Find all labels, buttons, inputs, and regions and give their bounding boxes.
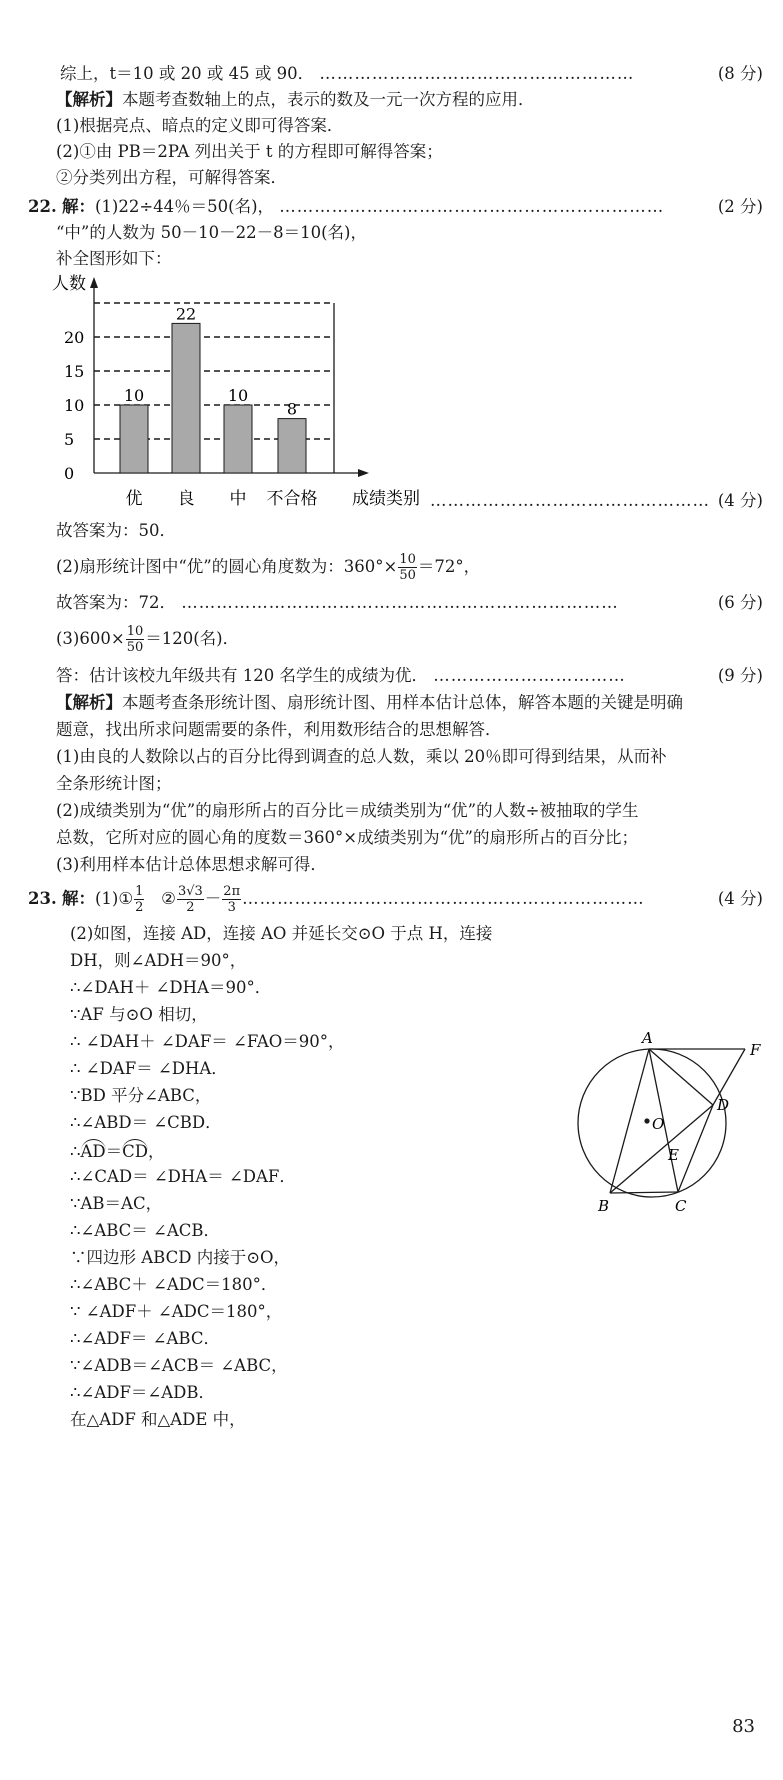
segment-cd (678, 1105, 713, 1192)
data-label: 10 (227, 386, 249, 405)
label-d: D (717, 1096, 730, 1114)
text-line: (2)①由 PB＝2PA 列出关于 t 的方程即可解得答案； (56, 142, 443, 161)
text-line: “中”的人数为 50－10－22－8＝10(名)， (56, 223, 367, 242)
proof-line: ∴∠ABC＋ ∠ADC＝180°． (70, 1275, 278, 1294)
x-axis-label: 成绩类别 (352, 489, 420, 509)
bar-chart (50, 268, 450, 513)
proof-line: ∴ ∠DAH＋ ∠DAF＝ ∠FAO＝90°， (70, 1032, 345, 1051)
solution-tag: 解： (61, 197, 95, 216)
center-point (644, 1118, 649, 1123)
bar (120, 405, 148, 473)
proof-line: ∴∠ABC＝ ∠ACB． (70, 1221, 221, 1240)
page-number: 83 (732, 1716, 755, 1737)
text-line: 补全图形如下： (56, 249, 172, 268)
y-axis-label: 人数 (52, 274, 86, 294)
score-label: (4 分) (717, 889, 763, 908)
geometry-figure (565, 1025, 775, 1225)
category-label: 优 (125, 489, 143, 509)
proof-line: ∵BD 平分∠ABC， (70, 1086, 212, 1105)
text-line: 答：估计该校九年级共有 120 名学生的成绩为优． …………………………… (56, 666, 626, 685)
q23-line: 23. 解：(1)① $\frac{1}{2}$ ② $\frac{3√3}{2}$ － $\frac{2\pi}{3}$ …………………………………………………………… (28, 884, 645, 915)
proof-line: ∴∠ABD＝ ∠CBD． (70, 1113, 222, 1132)
proof-line: DH，则∠ADH＝90°， (70, 951, 247, 970)
bar (278, 419, 306, 473)
y-tick-label: 10 (64, 396, 85, 415)
solution-tag: 解： (61, 889, 95, 908)
proof-line: ∵AF 与⊙O 相切， (70, 1005, 208, 1024)
proof-line: ∴∠CAD＝ ∠DHA＝ ∠DAF． (70, 1167, 296, 1186)
fraction: $\frac{10}{50}$ (399, 552, 416, 583)
text-line: (2)扇形统计图中“优”的圆心角度数为：360°× $\frac{10}{50}$ ＝72°， (56, 552, 481, 583)
y-tick-label: 5 (64, 430, 75, 449)
label-e: E (668, 1146, 679, 1164)
analysis-line: 【解析】本题考查条形统计图、扇形统计图、用样本估计总体，解答本题的关键是明确 (56, 693, 683, 712)
proof-line: ∴∠ADF＝∠ADB． (70, 1383, 216, 1402)
proof-line: ∵∠ADB＝∠ACB＝ ∠ABC， (70, 1356, 288, 1375)
score-label: (4 分) (717, 491, 763, 510)
y-tick-label: 20 (64, 328, 85, 347)
text-line: 故答案为：72． ………………………………………………………………… (56, 593, 619, 612)
question-number: 22. (28, 197, 57, 216)
proof-line: ∵ ∠ADF＋ ∠ADC＝180°， (70, 1302, 283, 1321)
y-tick-label: 0 (64, 464, 75, 483)
proof-line: ∵四边形 ABCD 内接于⊙O， (70, 1248, 291, 1267)
chart-score-line: ………………………………………… (430, 491, 710, 510)
analysis-tag: 【解析】 (56, 693, 122, 712)
y-tick-label: 15 (64, 362, 85, 381)
proof-line: ∴ ∠DAF＝ ∠DHA． (70, 1059, 228, 1078)
x-axis-arrow (358, 469, 369, 477)
proof-line: ∴∠ADF＝ ∠ABC． (70, 1329, 220, 1348)
analysis-tag: 【解析】 (56, 90, 122, 109)
label-b: B (598, 1197, 610, 1215)
fraction: $\frac{3√3}{2}$ (177, 884, 203, 915)
bar (172, 323, 200, 473)
category-label: 良 (177, 489, 195, 509)
label-a: A (642, 1029, 653, 1047)
data-label: 22 (175, 304, 197, 324)
text-line: (2)成绩类别为“优”的扇形所占的百分比＝成绩类别为“优”的人数÷被抽取的学生 (56, 801, 639, 820)
text-line: (1)由良的人数除以占的百分比得到调查的总人数，乘以 20％即可得到结果，从而补 (56, 747, 667, 766)
fraction: $\frac{10}{50}$ (126, 624, 144, 655)
arc-ad: AD (81, 1139, 106, 1163)
segment-bc (610, 1192, 678, 1193)
text-line: 总数，它所对应的圆心角的度数＝360°×成绩类别为“优”的扇形所占的百分比； (56, 828, 638, 847)
segment-ab (610, 1049, 649, 1193)
analysis-line: 【解析】本题考查数轴上的点，表示的数及一元一次方程的应用． (56, 90, 535, 109)
text-line: ②分类列出方程，可解得答案． (56, 168, 287, 187)
data-label: 10 (123, 386, 145, 405)
arc-cd: CD (122, 1139, 148, 1163)
fraction: $\frac{2\pi}{3}$ (223, 884, 241, 915)
bar (224, 405, 252, 473)
score-label: (6 分) (717, 593, 763, 612)
score-label: (2 分) (717, 197, 763, 216)
category-label: 不合格 (266, 489, 318, 509)
score-label: (8 分) (717, 64, 763, 83)
proof-line: ∵AB＝AC， (70, 1194, 163, 1213)
question-number: 23. (28, 889, 57, 908)
proof-line: (2)如图，连接 AD，连接 AO 并延长交⊙O 于点 H，连接 (70, 924, 493, 943)
label-f: F (750, 1041, 761, 1059)
proof-line: 在△ADF 和△ADE 中， (70, 1410, 246, 1429)
text-line: 题意，找出所求问题需要的条件，利用数形结合的思想解答． (56, 720, 502, 739)
score-label: (9 分) (717, 666, 763, 685)
text-line: (3)利用样本估计总体思想求解可得． (56, 855, 327, 874)
label-o: O (652, 1115, 665, 1133)
text-line: 全条形统计图； (56, 774, 172, 793)
text-line: 综上，t＝10 或 20 或 45 或 90． ……………………………………………… (60, 64, 635, 83)
q22-line: 22. 解：(1)22÷44％＝50(名)， ………………………………………………………… (28, 197, 665, 216)
y-axis-arrow (90, 277, 98, 288)
text-line: 故答案为：50． (56, 521, 176, 540)
text-line: (3)600× $\frac{10}{50}$ ＝120(名)． (56, 624, 240, 655)
label-c: C (675, 1197, 687, 1215)
text-line: (1)根据亮点、暗点的定义即可得答案． (56, 116, 344, 135)
category-label: 中 (229, 489, 247, 509)
proof-line: ∴∠DAH＋ ∠DHA＝90°． (70, 978, 272, 997)
data-label: 8 (286, 399, 298, 419)
fraction: $\frac{1}{2}$ (135, 884, 144, 915)
proof-line: ∴AD＝CD， (70, 1139, 763, 1163)
